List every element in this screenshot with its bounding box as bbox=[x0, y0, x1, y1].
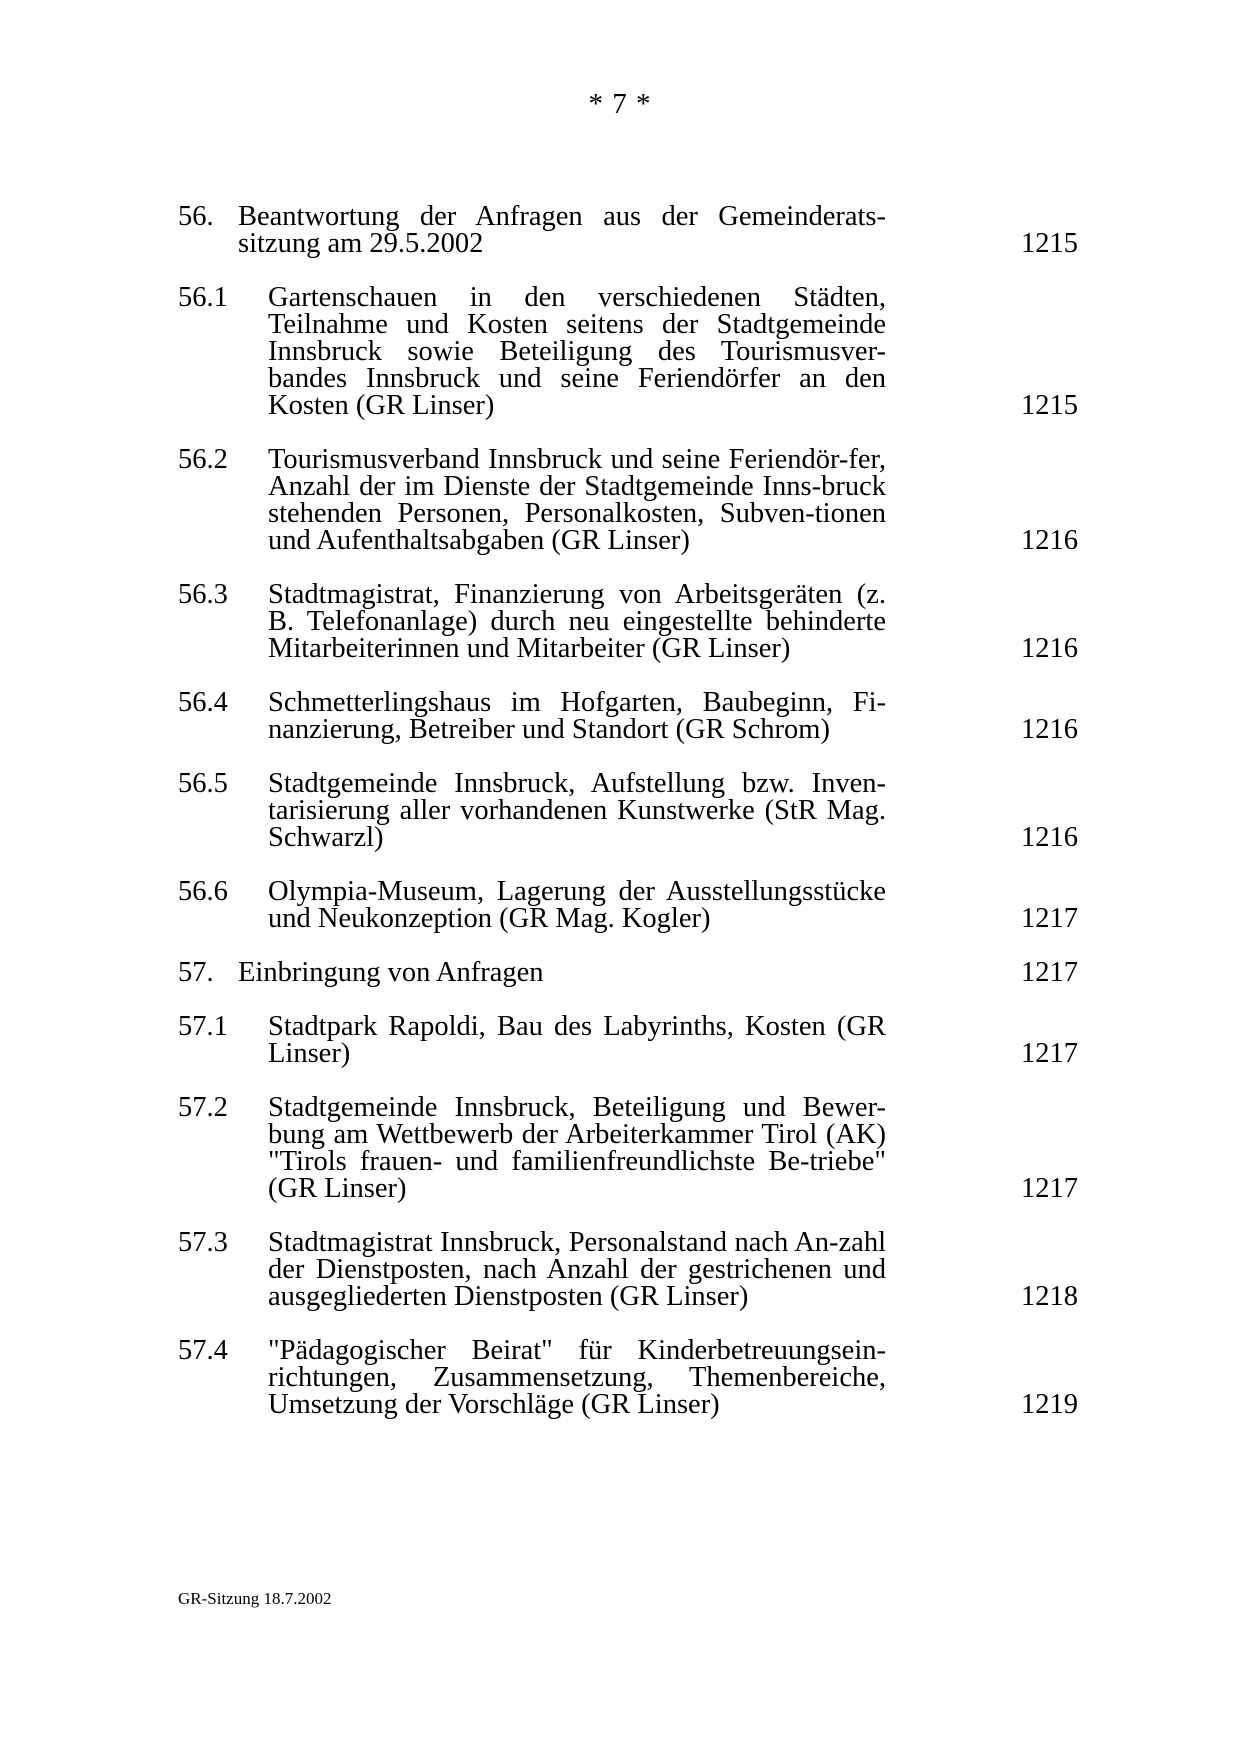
entry-page: 1216 bbox=[1021, 525, 1078, 556]
entry-number: 57. bbox=[178, 957, 214, 988]
entry-page: 1217 bbox=[1021, 957, 1078, 988]
entry-text: "Pädagogischer Beirat" für Kinderbetreuungsein-richtungen, Zusammensetzung, Themenbereiche, Umsetzung der Vorschläge (GR Linser) bbox=[268, 1335, 886, 1420]
entry-number: 56.3 bbox=[178, 579, 228, 610]
entry-page: 1217 bbox=[1021, 1038, 1078, 1069]
entry-text: Schmetterlingshaus im Hofgarten, Baubeginn, Fi-nanzierung, Betreiber und Standort (GR Schrom) bbox=[268, 687, 886, 745]
entry-number: 57.4 bbox=[178, 1335, 228, 1366]
toc-entry bbox=[178, 1337, 1078, 1418]
toc-entry bbox=[178, 1229, 1078, 1310]
entry-text: Stadtpark Rapoldi, Bau des Labyrinths, Kosten (GR Linser) bbox=[268, 1011, 886, 1069]
entry-number: 56.2 bbox=[178, 444, 228, 475]
entry-number: 56.5 bbox=[178, 768, 228, 799]
toc-entry bbox=[178, 284, 1078, 419]
entry-page: 1216 bbox=[1021, 633, 1078, 664]
entry-text: Einbringung von Anfragen bbox=[238, 957, 544, 988]
entry-number: 57.3 bbox=[178, 1227, 228, 1258]
table-of-contents bbox=[178, 203, 1078, 1445]
toc-entry bbox=[178, 203, 1078, 257]
entry-text: Stadtmagistrat Innsbruck, Personalstand nach An-zahl der Dienstposten, nach Anzahl der gestrichenen und ausgegliederten Dienstposten (GR Linser) bbox=[268, 1227, 886, 1312]
entry-text: Beantwortung der Anfragen aus der Gemeinderats-sitzung am 29.5.2002 bbox=[238, 201, 886, 259]
entry-text: Stadtmagistrat, Finanzierung von Arbeitsgeräten (z. B. Telefonanlage) durch neu eingestellte behinderte Mitarbeiterinnen und Mitarbeiter (GR Linser) bbox=[268, 579, 886, 664]
entry-page: 1216 bbox=[1021, 822, 1078, 853]
entry-number: 56.4 bbox=[178, 687, 228, 718]
entry-text: Gartenschauen in den verschiedenen Städten, Teilnahme und Kosten seitens der Stadtgemeinde Innsbruck sowie Beteiligung des Tourismusver-bandes Innsbruck und seine Feriendörfer an den Kosten (GR Linser) bbox=[268, 282, 886, 421]
toc-entry bbox=[178, 1094, 1078, 1202]
toc-entry bbox=[178, 581, 1078, 662]
entry-text: Tourismusverband Innsbruck und seine Feriendör-fer, Anzahl der im Dienste der Stadtgemeinde Inns-bruck stehenden Personen, Personalkosten, Subven-tionen und Aufenthaltsabgaben (GR Linser) bbox=[268, 444, 886, 556]
entry-page: 1217 bbox=[1021, 1173, 1078, 1204]
entry-page: 1215 bbox=[1021, 390, 1078, 421]
entry-number: 57.1 bbox=[178, 1011, 228, 1042]
entry-number: 56. bbox=[178, 201, 214, 232]
toc-entry bbox=[178, 689, 1078, 743]
entry-text: Olympia-Museum, Lagerung der Ausstellungsstücke und Neukonzeption (GR Mag. Kogler) bbox=[268, 876, 886, 934]
entry-page: 1219 bbox=[1021, 1389, 1078, 1420]
footer-session-date: GR-Sitzung 18.7.2002 bbox=[178, 1589, 332, 1608]
toc-entry bbox=[178, 959, 1078, 986]
entry-page: 1215 bbox=[1021, 228, 1078, 259]
entry-page: 1218 bbox=[1021, 1281, 1078, 1312]
entry-text: Stadtgemeinde Innsbruck, Beteiligung und Bewer-bung am Wettbewerb der Arbeiterkammer Tirol (AK) "Tirols frauen- und familienfreundlichste Be-triebe" (GR Linser) bbox=[268, 1092, 886, 1204]
entry-number: 57.2 bbox=[178, 1092, 228, 1123]
entry-text: Stadtgemeinde Innsbruck, Aufstellung bzw. Inven-tarisierung aller vorhandenen Kunstwerke (StR Mag. Schwarzl) bbox=[268, 768, 886, 853]
toc-entry bbox=[178, 446, 1078, 554]
toc-entry bbox=[178, 770, 1078, 851]
toc-entry bbox=[178, 878, 1078, 932]
toc-entry bbox=[178, 1013, 1078, 1067]
entry-page: 1217 bbox=[1021, 903, 1078, 934]
page-number: * 7 * bbox=[588, 88, 652, 120]
entry-number: 56.6 bbox=[178, 876, 228, 907]
entry-number: 56.1 bbox=[178, 282, 228, 313]
entry-page: 1216 bbox=[1021, 714, 1078, 745]
